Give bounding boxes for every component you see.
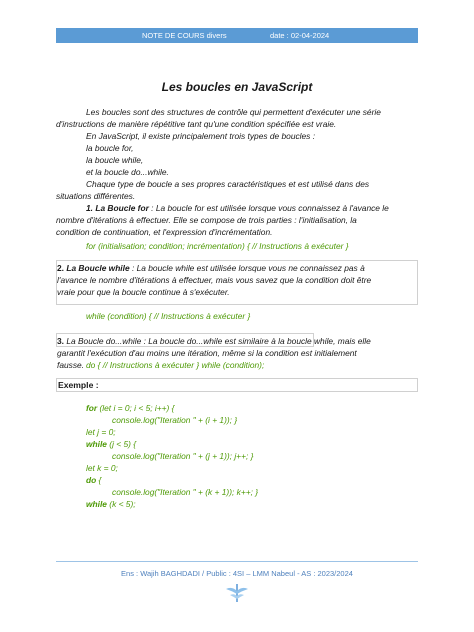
code-line bbox=[86, 498, 136, 510]
dowhile-syntax: do { // Instructions à exécuter } while (condition); bbox=[86, 360, 265, 370]
intro-list-item: la boucle while, bbox=[86, 155, 144, 165]
dowhile-section-number: 3. bbox=[57, 336, 64, 346]
dowhile-section-desc: : La boucle do...while est similaire à la boucle while, mais elle bbox=[141, 336, 371, 346]
footer-text: Ens : Wajih BAGHDADI / Public : 4SI – LMM Nabeul - AS : 2023/2024 bbox=[121, 569, 353, 578]
for-section-desc: : La boucle for est utilisée lorsque vous connaissez à l'avance le bbox=[148, 203, 389, 213]
code-text: (k < 5); bbox=[106, 499, 136, 509]
code-text: (let i = 0; i < 5; i++) { bbox=[97, 403, 175, 413]
code-keyword: while bbox=[86, 439, 107, 449]
code-text: (j < 5) { bbox=[106, 439, 137, 449]
header-date: date : 02-04-2024 bbox=[270, 31, 330, 40]
header-course-note: NOTE DE COURS divers bbox=[142, 31, 227, 40]
dowhile-section-name: La Boucle do...while bbox=[66, 336, 142, 346]
intro-line: d'instructions de manière répétitive tant qu'une condition spécifiée est vraie. bbox=[56, 119, 337, 129]
while-section-desc: vraie pour que la boucle continue à s'exécuter. bbox=[57, 287, 230, 297]
dowhile-section-heading bbox=[57, 335, 371, 347]
while-section-desc: l'avance le nombre d'itérations à effectuer, mais vous savez que la condition doit être bbox=[57, 275, 372, 285]
intro-line: Chaque type de boucle a ses propres caractéristiques et est utilisé dans des bbox=[86, 179, 370, 189]
code-line: console.log("Iteration " + (j + 1)); j++; } bbox=[112, 451, 254, 461]
code-text: { bbox=[96, 475, 102, 485]
code-line: let k = 0; bbox=[86, 463, 118, 473]
for-section-name: La Boucle for bbox=[95, 203, 149, 213]
dowhile-section-desc: garantit l'exécution d'au moins une itération, même si la condition est initialement bbox=[57, 348, 357, 358]
school-logo-icon bbox=[224, 582, 250, 604]
while-section-desc: : La boucle while est utilisée lorsque vous ne connaissez pas à bbox=[129, 263, 365, 273]
code-line: console.log("Iteration " + (i + 1)); } bbox=[112, 415, 238, 425]
code-line: console.log("Iteration " + (k + 1)); k++; } bbox=[112, 487, 259, 497]
intro-line: En JavaScript, il existe principalement trois types de boucles : bbox=[86, 131, 316, 141]
dowhile-section-desc: fausse. bbox=[57, 360, 85, 370]
code-keyword: do bbox=[86, 475, 97, 485]
while-section-name: La Boucle while bbox=[66, 263, 130, 273]
code-line bbox=[86, 438, 136, 450]
example-label: Exemple : bbox=[56, 378, 418, 392]
code-line bbox=[86, 474, 101, 486]
for-section-number: 1. bbox=[86, 203, 93, 213]
while-section-number: 2. bbox=[57, 263, 64, 273]
intro-list-item: la boucle for, bbox=[86, 143, 134, 153]
for-section-desc: nombre d'itérations à effectuer. Elle se compose de trois parties : l'initialisation, la bbox=[56, 215, 357, 225]
intro-list-item: et la boucle do...while. bbox=[86, 167, 169, 177]
code-line: let j = 0; bbox=[86, 427, 116, 437]
code-keyword: for bbox=[86, 403, 98, 413]
footer-divider bbox=[56, 561, 418, 562]
page-header bbox=[56, 28, 418, 43]
for-section-heading bbox=[86, 202, 389, 214]
for-section-desc: condition de continuation, et l'expression d'incrémentation. bbox=[56, 227, 273, 237]
intro-line: Les boucles sont des structures de contrôle qui permettent d'exécuter une série bbox=[86, 107, 381, 117]
code-line bbox=[86, 402, 174, 414]
page-title: Les boucles en JavaScript bbox=[161, 80, 313, 94]
intro-line: situations différentes. bbox=[56, 191, 136, 201]
for-syntax: for (initialisation; condition; incrémentation) { // Instructions à exécuter } bbox=[86, 241, 349, 251]
code-keyword: while bbox=[86, 499, 107, 509]
while-section-heading bbox=[57, 262, 365, 274]
while-syntax: while (condition) { // Instructions à exécuter } bbox=[86, 311, 251, 321]
